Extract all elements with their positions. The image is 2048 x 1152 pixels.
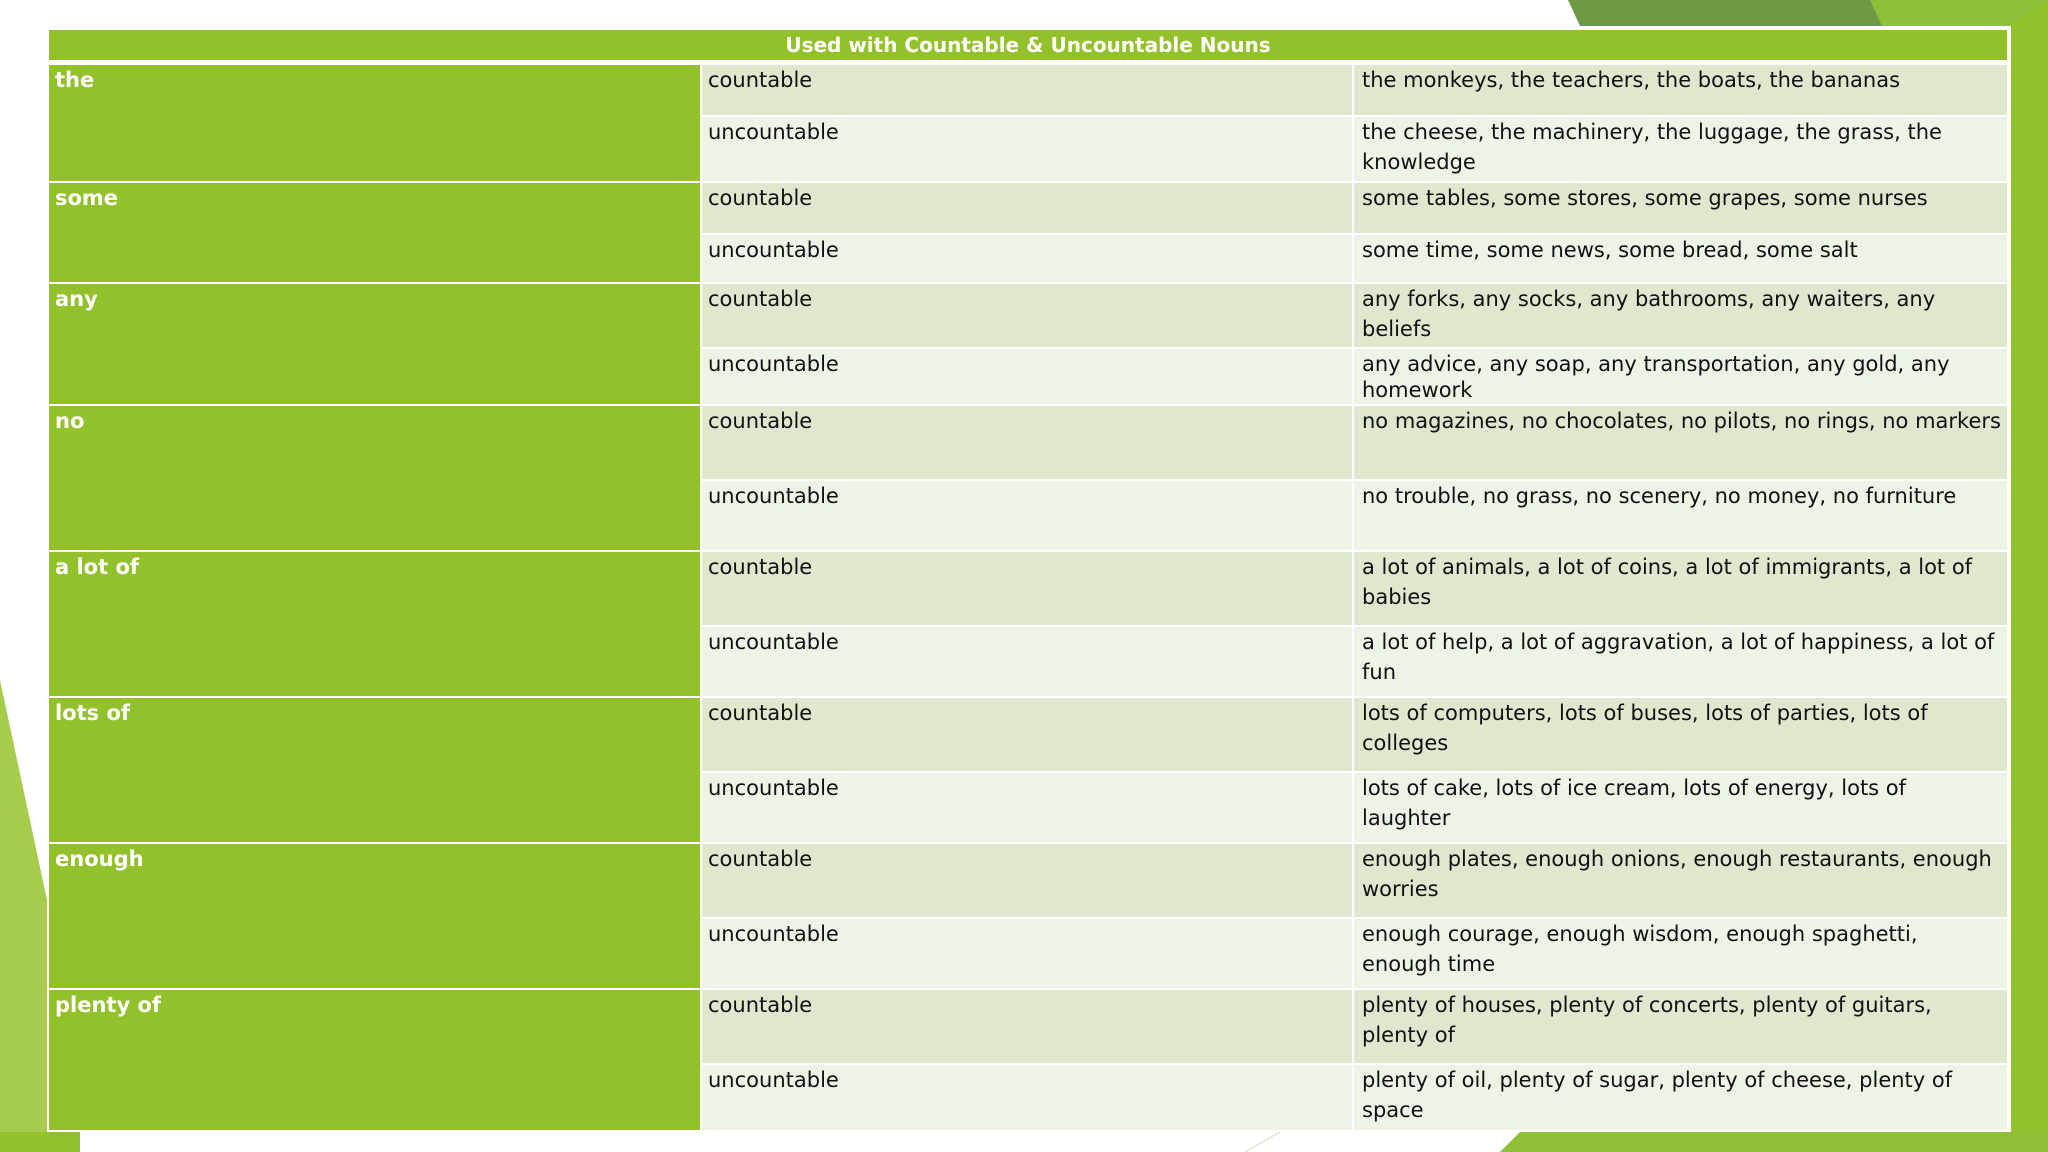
- countable-subrow: [702, 284, 2007, 347]
- countable-subrow: [702, 698, 2007, 771]
- countable-subrow: [702, 406, 2007, 479]
- examples-cell: the monkeys, the teachers, the boats, the bananas: [1362, 68, 1901, 92]
- determiner-cell: plenty of: [49, 990, 700, 1130]
- uncountable-subrow: [702, 1063, 2007, 1130]
- noun-type-cell: uncountable: [702, 481, 1354, 550]
- examples-cell: no magazines, no chocolates, no pilots, no rings, no markers: [1362, 409, 2001, 433]
- examples-cell: lots of computers, lots of buses, lots of parties, lots of colleges: [1362, 701, 1928, 755]
- countable-uncountable-table: [47, 28, 2009, 1132]
- determiner-cell: some: [49, 183, 700, 282]
- examples-cell: enough courage, enough wisdom, enough spaghetti, enough time: [1362, 922, 1918, 976]
- examples-cell: some time, some news, some bread, some salt: [1362, 238, 1858, 262]
- noun-type-cell: countable: [702, 284, 1354, 347]
- noun-type-cell: uncountable: [702, 1065, 1354, 1130]
- uncountable-subrow: [702, 917, 2007, 988]
- examples-cell: a lot of animals, a lot of coins, a lot of immigrants, a lot of babies: [1362, 555, 1973, 609]
- noun-type-cell: countable: [702, 552, 1354, 625]
- examples-cell: lots of cake, lots of ice cream, lots of energy, lots of laughter: [1362, 776, 1907, 830]
- noun-type-cell: countable: [702, 844, 1354, 917]
- table-row-some: [49, 181, 2007, 282]
- table-row-no: [49, 404, 2007, 550]
- examples-cell: some tables, some stores, some grapes, some nurses: [1362, 186, 1928, 210]
- table-row-enough: [49, 842, 2007, 988]
- noun-type-cell: countable: [702, 183, 1354, 233]
- determiner-cell: a lot of: [49, 552, 700, 696]
- examples-cell: enough plates, enough onions, enough restaurants, enough worries: [1362, 847, 1992, 901]
- uncountable-subrow: [702, 233, 2007, 282]
- table-row-any: [49, 282, 2007, 404]
- uncountable-subrow: [702, 771, 2007, 842]
- noun-type-cell: uncountable: [702, 235, 1354, 282]
- bottom-left-shape: [0, 1132, 80, 1152]
- examples-cell: any advice, any soap, any transportation, any gold, any homework: [1362, 352, 1950, 402]
- uncountable-subrow: [702, 625, 2007, 696]
- determiner-cell: lots of: [49, 698, 700, 842]
- noun-type-cell: countable: [702, 406, 1354, 479]
- determiner-cell: no: [49, 406, 700, 550]
- countable-subrow: [702, 65, 2007, 115]
- left-edge-shape: [0, 680, 47, 1152]
- examples-cell: the cheese, the machinery, the luggage, the grass, the knowledge: [1362, 120, 1942, 174]
- noun-type-cell: countable: [702, 65, 1354, 115]
- determiner-cell: enough: [49, 844, 700, 988]
- table-row-plenty-of: [49, 988, 2007, 1130]
- table-row-lots-of: [49, 696, 2007, 842]
- determiner-cell: any: [49, 284, 700, 404]
- noun-type-cell: countable: [702, 698, 1354, 771]
- table-row-a-lot-of: [49, 550, 2007, 696]
- bottom-accent-line: [1245, 1132, 1280, 1152]
- examples-cell: no trouble, no grass, no scenery, no money, no furniture: [1362, 484, 1957, 508]
- determiner-cell: the: [49, 65, 700, 181]
- table-title: Used with Countable & Uncountable Nouns: [49, 30, 2007, 63]
- countable-subrow: [702, 552, 2007, 625]
- uncountable-subrow: [702, 115, 2007, 181]
- examples-cell: plenty of houses, plenty of concerts, plenty of guitars, plenty of: [1362, 993, 1932, 1047]
- bottom-right-shape: [1500, 1132, 2048, 1152]
- noun-type-cell: uncountable: [702, 627, 1354, 696]
- noun-type-cell: countable: [702, 990, 1354, 1063]
- examples-cell: a lot of help, a lot of aggravation, a lot of happiness, a lot of fun: [1362, 630, 1995, 684]
- table-row-the: [49, 63, 2007, 181]
- examples-cell: any forks, any socks, any bathrooms, any waiters, any beliefs: [1362, 287, 1936, 341]
- uncountable-subrow: [702, 479, 2007, 550]
- examples-cell: plenty of oil, plenty of sugar, plenty of cheese, plenty of space: [1362, 1068, 1953, 1122]
- uncountable-subrow: [702, 347, 2007, 404]
- noun-type-cell: uncountable: [702, 117, 1354, 181]
- noun-type-cell: uncountable: [702, 919, 1354, 988]
- noun-type-cell: uncountable: [702, 349, 1354, 404]
- countable-subrow: [702, 844, 2007, 917]
- noun-type-cell: uncountable: [702, 773, 1354, 842]
- countable-subrow: [702, 990, 2007, 1063]
- right-edge-shape: [2011, 0, 2048, 1152]
- countable-subrow: [702, 183, 2007, 233]
